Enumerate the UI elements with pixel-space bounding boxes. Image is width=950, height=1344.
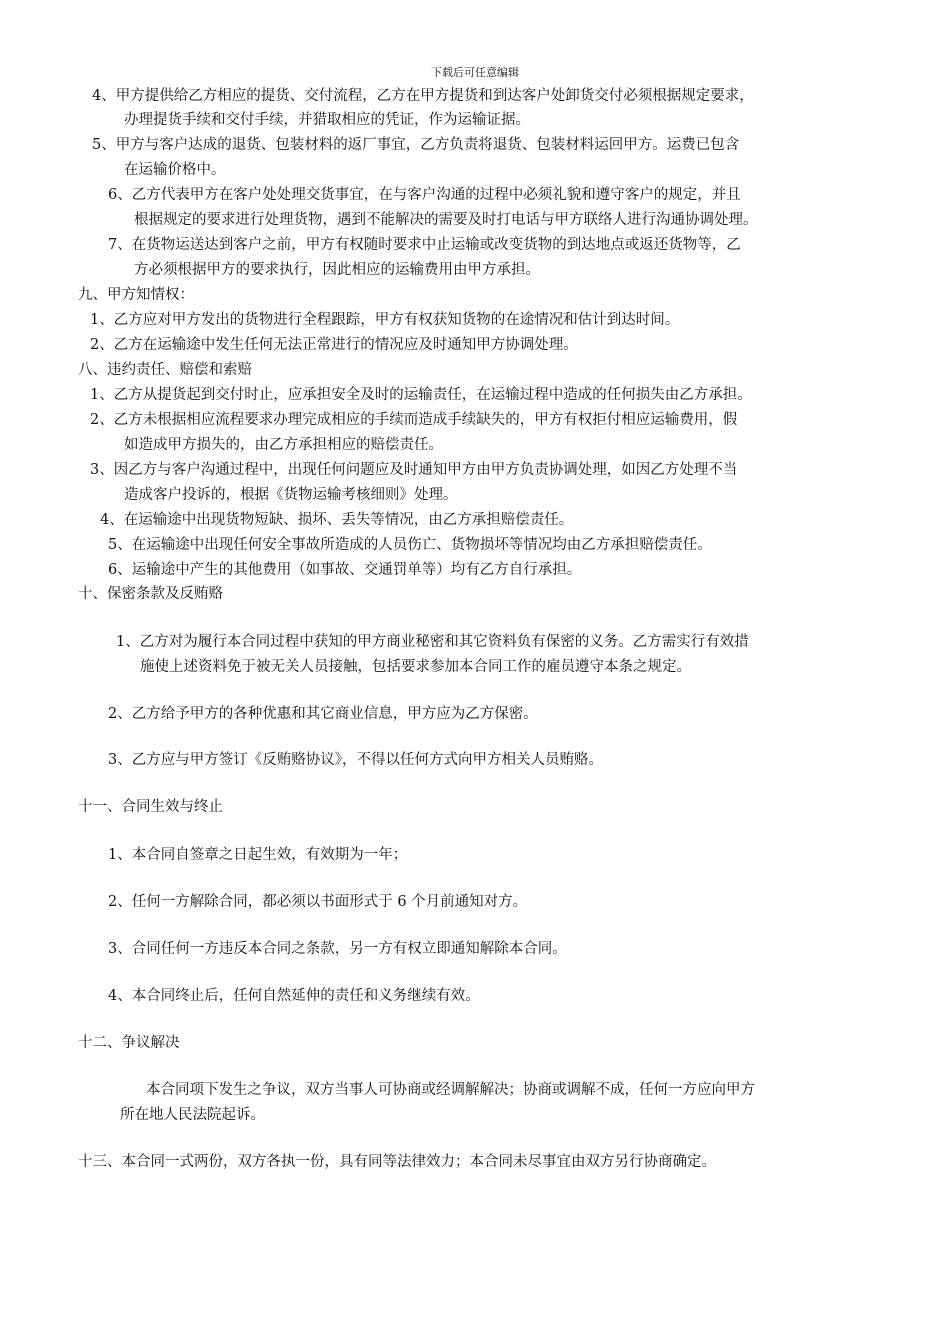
clause-10-2: 2、乙方给予甲方的各种优惠和其它商业信息，甲方应为乙方保密。 <box>108 706 538 722</box>
clause-liab-3-line2: 造成客户投诉的，根据《货物运输考核细则》处理。 <box>124 487 458 503</box>
clause-11-2: 2、任何一方解除合同，都必须以书面形式于 6 个月前通知对方。 <box>108 894 528 910</box>
section-13-text: 十三、本合同一式两份，双方各执一份，具有同等法律效力；本合同未尽事宜由双方另行协商确定。 <box>78 1154 716 1170</box>
clause-12-line1: 本合同项下发生之争议，双方当事人可协商或经调解解决；协商或调解不成，任何一方应向甲方 <box>146 1082 755 1098</box>
clause-liab-2-line1: 2、乙方未根据相应流程要求办理完成相应的手续而造成手续缺失的，甲方有权拒付相应运输费用，假 <box>90 412 738 428</box>
clause-liab-2-line2: 如造成甲方损失的，由乙方承担相应的赔偿责任。 <box>124 437 443 453</box>
page-header: 下载后可任意编辑 <box>431 66 519 79</box>
clause-8-6-line1: 6、乙方代表甲方在客户处处理交货事宜，在与客户沟通的过程中必须礼貌和遵守客户的规定，并且 <box>108 187 741 203</box>
clause-11-4: 4、本合同终止后，任何自然延伸的责任和义务继续有效。 <box>108 988 480 1004</box>
clause-8-7-line2: 方必须根据甲方的要求执行，因此相应的运输费用由甲方承担。 <box>134 262 540 278</box>
clause-liab-5: 5、在运输途中出现任何安全事故所造成的人员伤亡、货物损坏等情况均由乙方承担赔偿责任。 <box>108 537 712 553</box>
clause-liab-4: 4、在运输途中出现货物短缺、损坏、丢失等情况，由乙方承担赔偿责任。 <box>100 512 574 528</box>
clause-8-4-line2: 办理提货手续和交付手续，并猎取相应的凭证，作为运输证据。 <box>124 112 530 128</box>
clause-8-6-line2: 根据规定的要求进行处理货物，遇到不能解决的需要及时打电话与甲方联络人进行沟通协调处理。 <box>134 212 758 228</box>
section-8-liability-heading: 八、违约责任、赔偿和索赔 <box>78 362 252 378</box>
clause-8-4-line1: 4、甲方提供给乙方相应的提货、交付流程，乙方在甲方提货和到达客户处卸货交付必须根据规定要求， <box>92 88 754 104</box>
clause-liab-1: 1、乙方从提货起到交付时止，应承担安全及时的运输责任，在运输过程中造成的任何损失由乙方承担。 <box>90 387 752 403</box>
clause-10-3: 3、乙方应与甲方签订《反贿赂协议》，不得以任何方式向甲方相关人员贿赂。 <box>108 752 603 768</box>
section-9-heading: 九、甲方知情权： <box>78 287 194 303</box>
clause-10-1-line1: 1、乙方对为履行本合同过程中获知的甲方商业秘密和其它资料负有保密的义务。乙方需实行有效措 <box>116 634 749 650</box>
clause-12-line2: 所在地人民法院起诉。 <box>120 1107 265 1123</box>
clause-8-7-line1: 7、在货物运送达到客户之前，甲方有权随时要求中止运输或改变货物的到达地点或返还货物等，乙 <box>108 237 741 253</box>
section-12-heading: 十二、争议解决 <box>78 1035 180 1051</box>
clause-8-5-line1: 5、甲方与客户达成的退货、包装材料的返厂事宜，乙方负责将退货、包装材料运回甲方。运费已包含 <box>92 137 740 153</box>
clause-9-1: 1、乙方应对甲方发出的货物进行全程跟踪，甲方有权获知货物的在途情况和估计到达时间。 <box>90 312 680 328</box>
clause-liab-3-line1: 3、因乙方与客户沟通过程中，出现任何问题应及时通知甲方由甲方负责协调处理，如因乙方处理不当 <box>90 462 738 478</box>
clause-11-1: 1、本合同自签章之日起生效，有效期为一年； <box>108 847 408 863</box>
section-10-heading: 十、保密条款及反贿赂 <box>78 586 223 602</box>
clause-8-5-line2: 在运输价格中。 <box>124 162 226 178</box>
clause-liab-6: 6、运输途中产生的其他费用（如事故、交通罚单等）均有乙方自行承担。 <box>108 562 582 578</box>
clause-9-2: 2、乙方在运输途中发生任何无法正常进行的情况应及时通知甲方协调处理。 <box>90 337 578 353</box>
clause-10-1-line2: 施使上述资料免于被无关人员接触，包括要求参加本合同工作的雇员遵守本条之规定。 <box>140 659 691 675</box>
section-11-heading: 十一、合同生效与终止 <box>78 799 223 815</box>
clause-11-3: 3、合同任何一方违反本合同之条款，另一方有权立即通知解除本合同。 <box>108 941 567 957</box>
